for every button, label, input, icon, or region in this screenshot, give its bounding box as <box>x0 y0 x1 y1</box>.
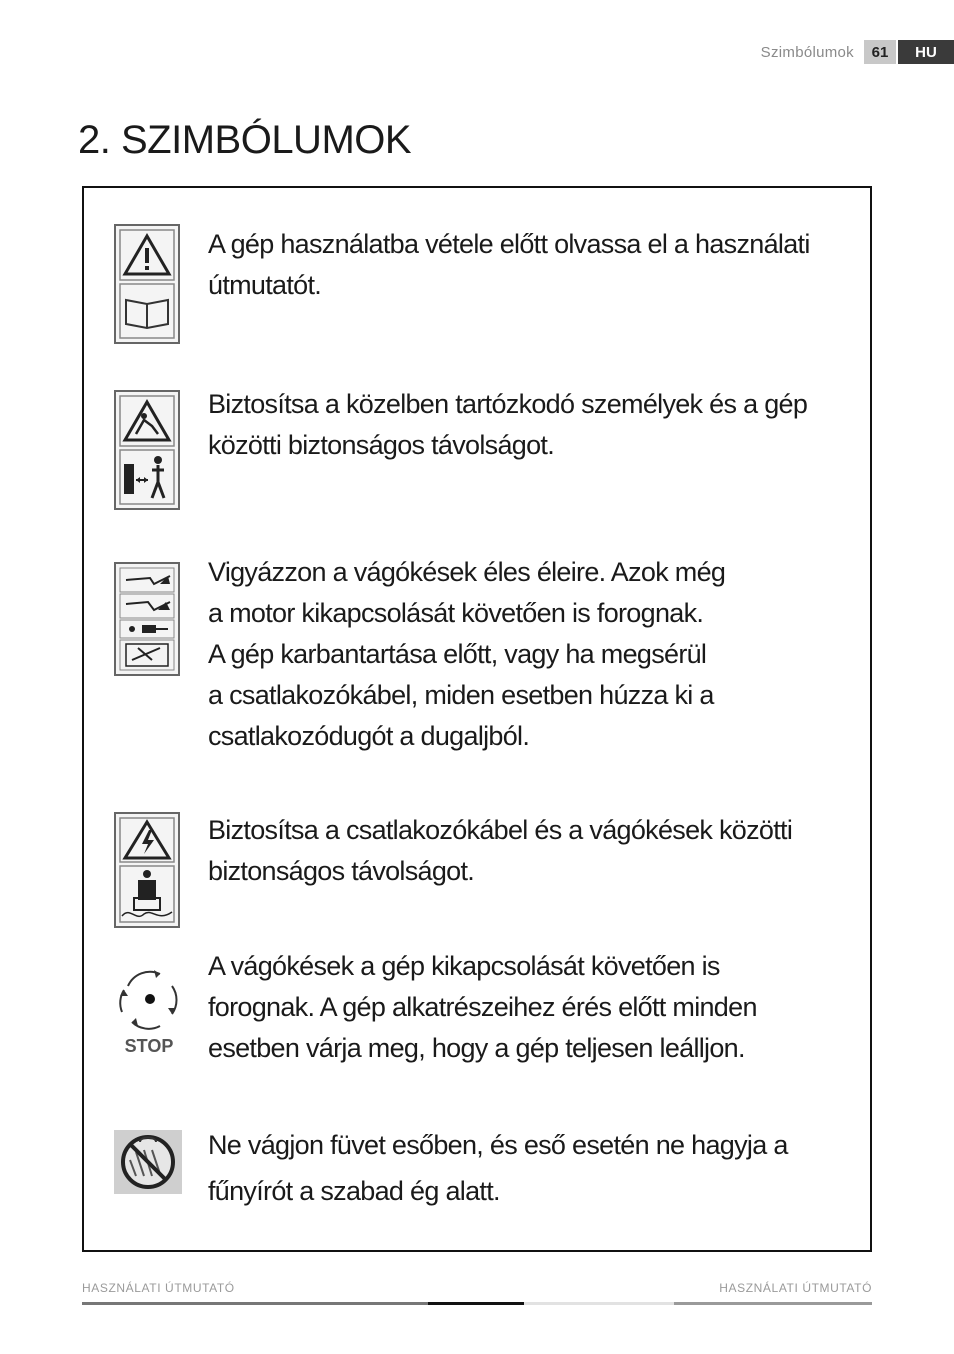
stop-label: STOP <box>124 1036 174 1056</box>
symbol-description: Biztosítsa a közelben tartózkodó személyek és a gép közötti biztonságos távolságot. <box>208 389 808 460</box>
rotating-blade-stop-icon <box>114 964 184 1056</box>
no-rain-icon <box>114 1130 182 1194</box>
footer-bar-segment <box>428 1302 524 1305</box>
footer-bar-segment <box>674 1302 872 1305</box>
symbol-description: Biztosítsa a csatlakozókábel és a vágókések közötti biztonságos távolságot. <box>208 815 793 886</box>
footer-bar-segment <box>82 1302 428 1305</box>
page-title: 2. SZIMBÓLUMOK <box>78 118 412 162</box>
symbol-description: Vigyázzon a vágókések éles éleire. Azok még a motor kikapcsolását követően is forognak. A gép karbantartása előtt, vagy ha megsérül a csatlakozókábel, miden esetben húzza ki a csatlakozódugót a dugaljból. <box>208 557 726 751</box>
electric-cable-hazard-icon <box>114 812 180 928</box>
footer-left-label: HASZNÁLATI ÚTMUTATÓ <box>82 1281 235 1295</box>
page-number: 61 <box>864 40 896 64</box>
footer-bar-segment <box>524 1302 674 1305</box>
symbols-frame <box>82 186 872 1252</box>
footer-right-label: HASZNÁLATI ÚTMUTATÓ <box>719 1281 872 1295</box>
keep-distance-icon <box>114 390 180 510</box>
page-header <box>761 40 954 64</box>
symbol-description: A vágókések a gép kikapcsolását követően is forognak. A gép alkatrészeihez érés előtt minden esetben várja meg, hogy a gép teljesen leálljon. <box>208 951 757 1063</box>
language-badge: HU <box>898 40 954 64</box>
header-section-name: Szimbólumok <box>760 43 854 61</box>
symbol-description: Ne vágjon füvet esőben, és eső esetén ne hagyja a fűnyírót a szabad ég alatt. <box>208 1130 788 1206</box>
symbol-description: A gép használatba vétele előtt olvassa el a használati útmutatót. <box>208 229 810 300</box>
sharp-blades-unplug-icon <box>114 562 180 676</box>
warning-read-manual-icon <box>114 224 180 344</box>
